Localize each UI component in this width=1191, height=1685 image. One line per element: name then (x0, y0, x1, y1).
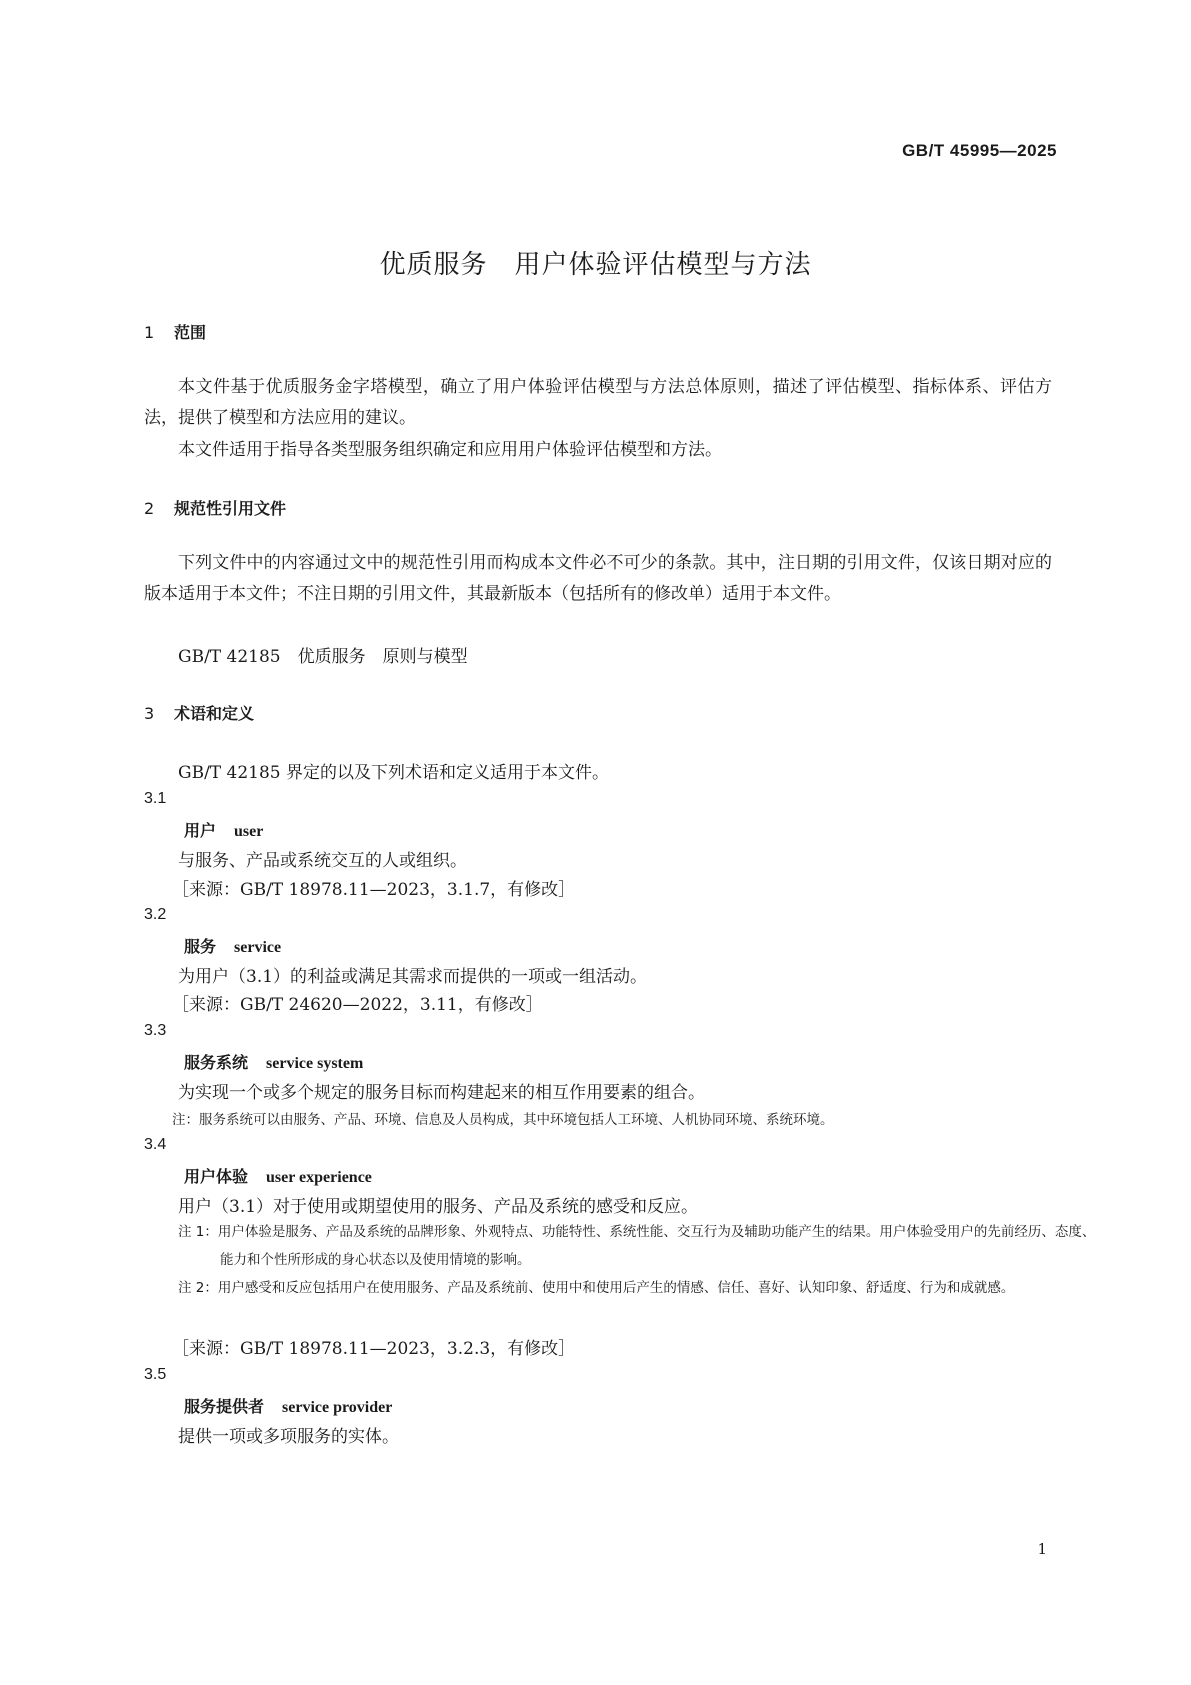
term-definition: 与服务、产品或系统交互的人或组织。 (178, 851, 467, 871)
term-source: ［来源：GB/T 18978.11—2023，3.1.7，有修改］ (172, 880, 576, 900)
normative-reference: GB/T 42185 优质服务 原则与模型 (178, 647, 468, 667)
term-number: 3.3 (144, 1022, 167, 1039)
section-3-intro: GB/T 42185 界定的以及下列术语和定义适用于本文件。 (178, 763, 610, 783)
term-number: 3.2 (144, 906, 167, 923)
section-title: 范围 (174, 323, 207, 342)
term-en: user (234, 823, 264, 840)
term-definition: 用户（3.1）对于使用或期望使用的服务、产品及系统的感受和反应。 (178, 1197, 699, 1217)
term-zh: 服务系统 (184, 1053, 249, 1072)
term-zh: 服务 (184, 937, 217, 956)
term-en: service (234, 939, 282, 956)
term-title (184, 1050, 363, 1073)
term-zh: 服务提供者 (184, 1397, 265, 1416)
section-title: 规范性引用文件 (174, 499, 287, 518)
term-en: service provider (282, 1399, 393, 1416)
term-note-1: 注 1：用户体验是服务、产品及系统的品牌形象、外观特点、功能特性、系统性能、交互行为及辅助功能产生的结果。用户体验受用户的先前经历、态度、能力和个性所形成的身心状态以及使用情境的影响。 (178, 1224, 1096, 1268)
document-title: 优质服务 用户体验评估模型与方法 (379, 250, 812, 280)
page-number: 1 (1037, 1540, 1047, 1558)
section-3-heading (144, 701, 254, 724)
term-source: ［来源：GB/T 18978.11—2023，3.2.3，有修改］ (172, 1339, 576, 1359)
section-number: 2 (144, 499, 155, 518)
section-number: 1 (144, 323, 155, 342)
term-definition: 为用户（3.1）的利益或满足其需求而提供的一项或一组活动。 (178, 967, 648, 987)
section-title: 术语和定义 (174, 704, 255, 723)
standard-code: GB/T 45995—2025 (902, 141, 1057, 160)
section-1-paragraph-2: 本文件适用于指导各类型服务组织确定和应用用户体验评估模型和方法。 (178, 440, 722, 460)
section-1-heading (144, 320, 206, 343)
term-en: service system (266, 1055, 364, 1072)
term-en: user experience (266, 1169, 372, 1186)
term-title (184, 818, 263, 841)
term-source: ［来源：GB/T 24620—2022，3.11，有修改］ (172, 995, 543, 1015)
section-1-paragraph-1: 本文件基于优质服务金字塔模型，确立了用户体验评估模型与方法总体原则，描述了评估模型、指标体系、评估方法，提供了模型和方法应用的建议。 (144, 377, 1052, 428)
term-number: 3.1 (144, 790, 167, 807)
term-note-2: 注 2：用户感受和反应包括用户在使用服务、产品及系统前、使用中和使用后产生的情感、信任、喜好、认知印象、舒适度、行为和成就感。 (178, 1280, 1015, 1296)
section-2-paragraph-1: 下列文件中的内容通过文中的规范性引用而构成本文件必不可少的条款。其中，注日期的引用文件，仅该日期对应的版本适用于本文件；不注日期的引用文件，其最新版本（包括所有的修改单）适用于本文件。 (144, 553, 1052, 604)
term-zh: 用户体验 (184, 1167, 249, 1186)
term-number: 3.5 (144, 1366, 167, 1383)
term-zh: 用户 (184, 821, 217, 840)
term-definition: 为实现一个或多个规定的服务目标而构建起来的相互作用要素的组合。 (178, 1083, 705, 1103)
term-note: 注：服务系统可以由服务、产品、环境、信息及人员构成，其中环境包括人工环境、人机协同环境、系统环境。 (172, 1112, 834, 1128)
term-title (184, 1164, 372, 1187)
section-2-heading (144, 496, 286, 519)
term-number: 3.4 (144, 1136, 167, 1153)
term-title (184, 1394, 392, 1417)
term-title (184, 934, 281, 957)
term-definition: 提供一项或多项服务的实体。 (178, 1427, 399, 1447)
section-number: 3 (144, 704, 155, 723)
